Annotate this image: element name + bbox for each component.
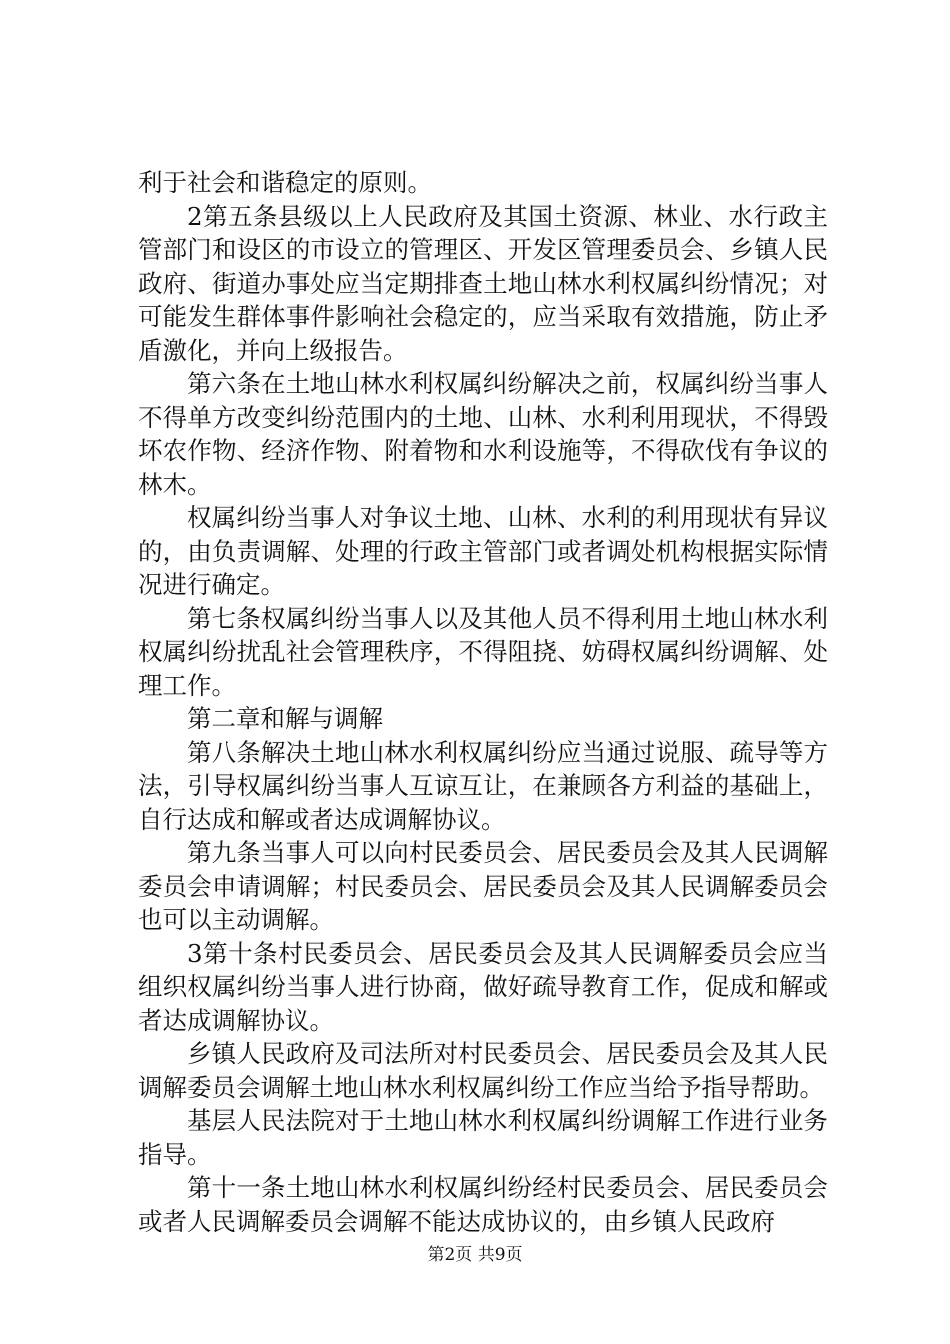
paragraph-5: 第七条权属纠纷当事人以及其他人员不得利用土地山林水利权属纠纷扰乱社会管理秩序，不得阻挠、妨碍权属纠纷调解、处理工作。: [138, 603, 828, 700]
paragraph-1: 利于社会和谐稳定的原则。: [138, 168, 432, 197]
document-body: [138, 166, 828, 1238]
paragraph-3: 第六条在土地山林水利权属纠纷解决之前，权属纠纷当事人不得单方改变纠纷范围内的土地、山林、水利利用现状，不得毁坏农作物、经济作物、附着物和水利设施等，不得砍伐有争议的林木。: [138, 369, 828, 499]
paragraph-2: 2第五条县级以上人民政府及其国土资源、林业、水行政主管部门和设区的市设立的管理区、开发区管理委员会、乡镇人民政府、街道办事处应当定期排查土地山林水利权属纠纷情况；对可能发生群体事件影响社会稳定的，应当采取有效措施，防止矛盾激化，并向上级报告。: [138, 201, 828, 365]
paragraph-11: 基层人民法院对于土地山林水利权属纠纷调解工作进行业务指导。: [138, 1106, 828, 1169]
page-number-footer: 第2页 共9页: [427, 1245, 523, 1265]
paragraph-7: 第八条解决土地山林水利权属纠纷应当通过说服、疏导等方法，引导权属纠纷当事人互谅互让，在兼顾各方利益的基础上，自行达成和解或者达成调解协议。: [138, 737, 828, 834]
paragraph-9: 3第十条村民委员会、居民委员会及其人民调解委员会应当组织权属纠纷当事人进行协商，做好疏导教育工作，促成和解或者达成调解协议。: [138, 938, 828, 1035]
paragraph-4: 权属纠纷当事人对争议土地、山林、水利的利用现状有异议的，由负责调解、处理的行政主管部门或者调处机构根据实际情况进行确定。: [138, 503, 828, 599]
paragraph-8: 第九条当事人可以向村民委员会、居民委员会及其人民调解委员会申请调解；村民委员会、居民委员会及其人民调解委员会也可以主动调解。: [138, 838, 828, 934]
paragraph-12: 第十一条土地山林水利权属纠纷经村民委员会、居民委员会或者人民调解委员会调解不能达成协议的，由乡镇人民政府: [138, 1173, 828, 1236]
paragraph-10: 乡镇人民政府及司法所对村民委员会、居民委员会及其人民调解委员会调解土地山林水利权属纠纷工作应当给予指导帮助。: [138, 1039, 828, 1102]
chapter-heading: 第二章和解与调解: [187, 704, 383, 733]
